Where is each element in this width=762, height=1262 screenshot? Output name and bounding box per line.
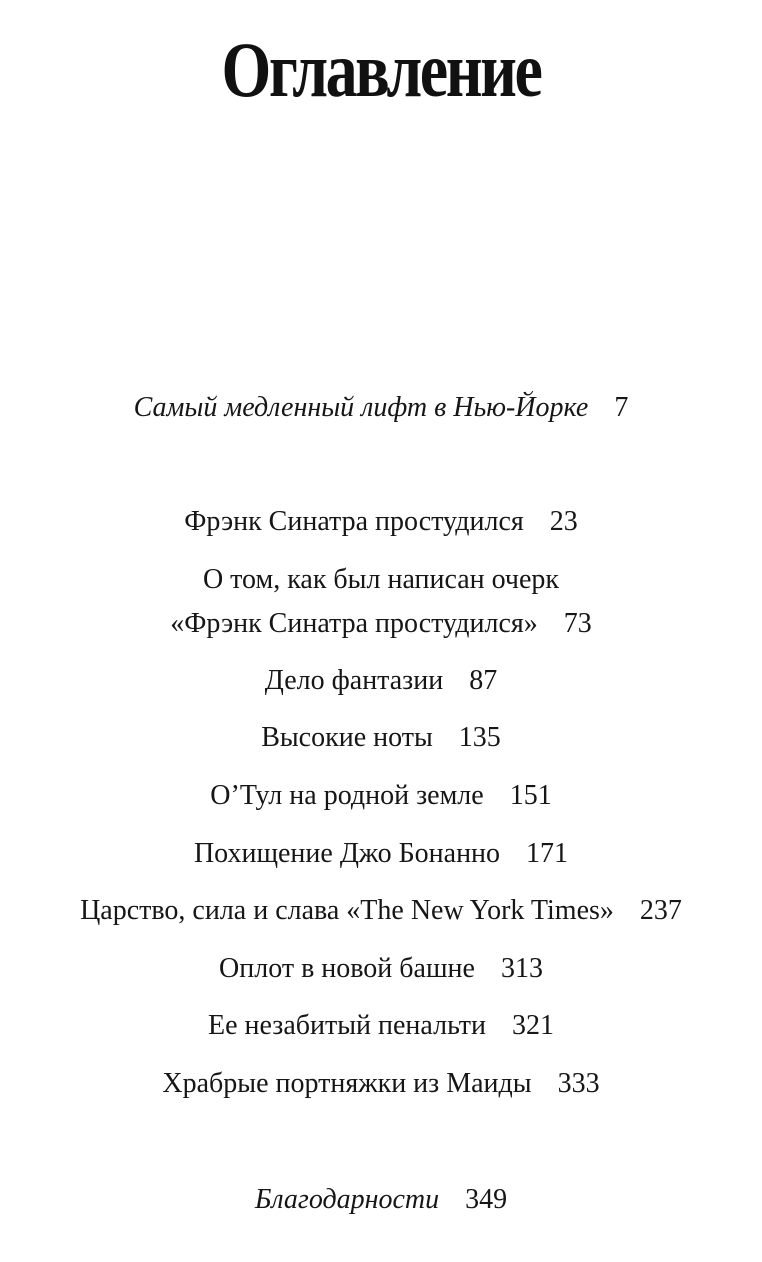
- toc-entry-page-number: 333: [557, 1068, 600, 1099]
- toc-entry-label: Похищение Джо Бонанно: [193, 838, 501, 869]
- toc-entry-acknowledgements[interactable]: [0, 1178, 762, 1222]
- toc-entry-label: Царство, сила и слава «The New York Times»: [80, 895, 614, 926]
- toc-entry-page-number: 171: [526, 838, 569, 869]
- toc-entry-page-number: 313: [500, 953, 543, 984]
- toc-entry-line-1[interactable]: [0, 558, 762, 602]
- toc-entry-label: О’Тул на родной земле: [210, 780, 484, 811]
- toc-entry-label: Высокие ноты: [261, 722, 433, 753]
- toc-entry[interactable]: [0, 500, 762, 544]
- page-title: Оглавление: [221, 26, 541, 113]
- toc-entry[interactable]: [0, 889, 762, 933]
- toc-entry-page-number: 23: [549, 506, 578, 537]
- toc-entry-page-number: 73: [563, 608, 592, 639]
- toc-entry-label: Дело фантазии: [264, 665, 444, 696]
- toc-entry-label: Благодарности: [254, 1184, 440, 1215]
- toc-entry-page-number: 237: [639, 895, 682, 926]
- toc-entry[interactable]: [0, 716, 762, 760]
- toc-entry[interactable]: [0, 659, 762, 703]
- toc-entry-label: Самый медленный лифт в Нью-Йорке: [133, 392, 589, 423]
- toc-entry-intro[interactable]: [0, 386, 762, 430]
- toc-entry-page-number: 151: [509, 780, 552, 811]
- toc-entry-line-2[interactable]: [0, 602, 762, 646]
- toc-entry[interactable]: [0, 774, 762, 818]
- toc-entry[interactable]: [0, 1062, 762, 1106]
- toc-entry-page-number: 321: [512, 1010, 554, 1041]
- toc-entry-page-number: 135: [458, 722, 501, 753]
- toc-entry-page-number: 87: [469, 665, 498, 696]
- toc-entry[interactable]: [0, 947, 762, 991]
- toc-entry-label: Ее незабитый пенальти: [207, 1010, 486, 1041]
- toc-entry-page-number: 7: [614, 392, 629, 423]
- toc-entry[interactable]: [0, 1004, 762, 1048]
- toc-entry-label: Фрэнк Синатра простудился: [184, 506, 524, 537]
- toc-entry-label: О том, как был написан очерк: [202, 564, 560, 595]
- toc-entry-page-number: 349: [465, 1184, 508, 1215]
- toc-entry-label: Оплот в новой башне: [219, 953, 475, 984]
- toc-entry-label: Храбрые портняжки из Маиды: [162, 1068, 532, 1099]
- toc-entry[interactable]: [0, 832, 762, 876]
- toc-entry-label: «Фрэнк Синатра простудился»: [170, 608, 538, 639]
